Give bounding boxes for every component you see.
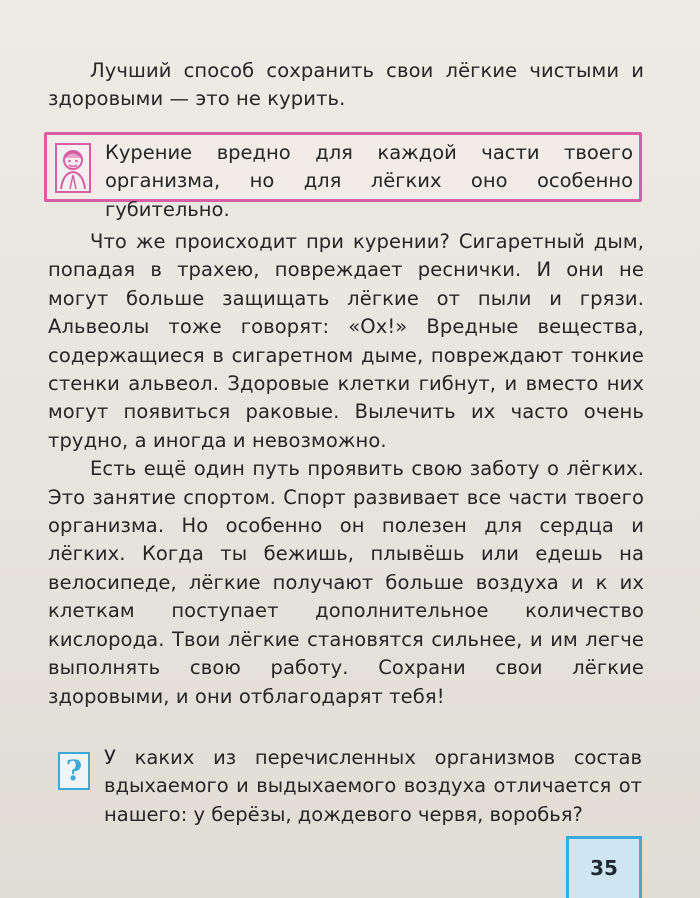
question-text-block	[104, 744, 642, 829]
paragraph-smoking: Что же происходит при курении? Сигаретный дым, попадая в трахею, повреждает реснички. И они не могут больше защищать лёгкие от пыли и грязи. Альвеолы тоже говорят: «Ох!» Вредные вещества, содержащиеся в сигаретном дыме, повреждают тонкие стенки альвеол. Здоровые клетки гибнут, и вместо них могут появиться раковые. Вылечить их часто очень трудно, а иногда и невозможно.	[48, 230, 644, 452]
page-number: 35	[566, 836, 642, 898]
girl-portrait-icon	[55, 143, 91, 193]
question-mark-icon: ?	[58, 752, 90, 790]
main-text	[48, 228, 644, 711]
rule-text: Курение вредно для каждой части твоего организма, но для лёгких оно особенно губительно.	[105, 141, 633, 221]
paragraph-sport: Есть ещё один путь проявить свою заботу о лёгких. Это занятие спортом. Спорт развивает все части твоего организма. Но особенно он полезен для сердца и лёгких. Когда ты бежишь, плывёшь или едешь на велосипеде, лёгкие получают больше воздуха и к их клеткам поступает дополнительное количество кислорода. Твои лёгкие становятся сильнее, и им легче выполнять свою работу. Сохрани свои лёгкие здоровыми, и они отблагодарят тебя!	[48, 457, 644, 708]
rule-box	[44, 132, 642, 221]
intro-text: Лучший способ сохранить свои лёгкие чистыми и здоровыми — это не курить.	[48, 59, 644, 111]
rule-text-block	[105, 139, 633, 224]
intro-paragraph	[48, 57, 644, 114]
question-text: У каких из перечисленных организмов состав вдыхаемого и выдыхаемого воздуха отличается от нашего: у берёзы, дождевого червя, воробья?	[104, 746, 642, 826]
girl-portrait-drawing	[57, 145, 89, 191]
